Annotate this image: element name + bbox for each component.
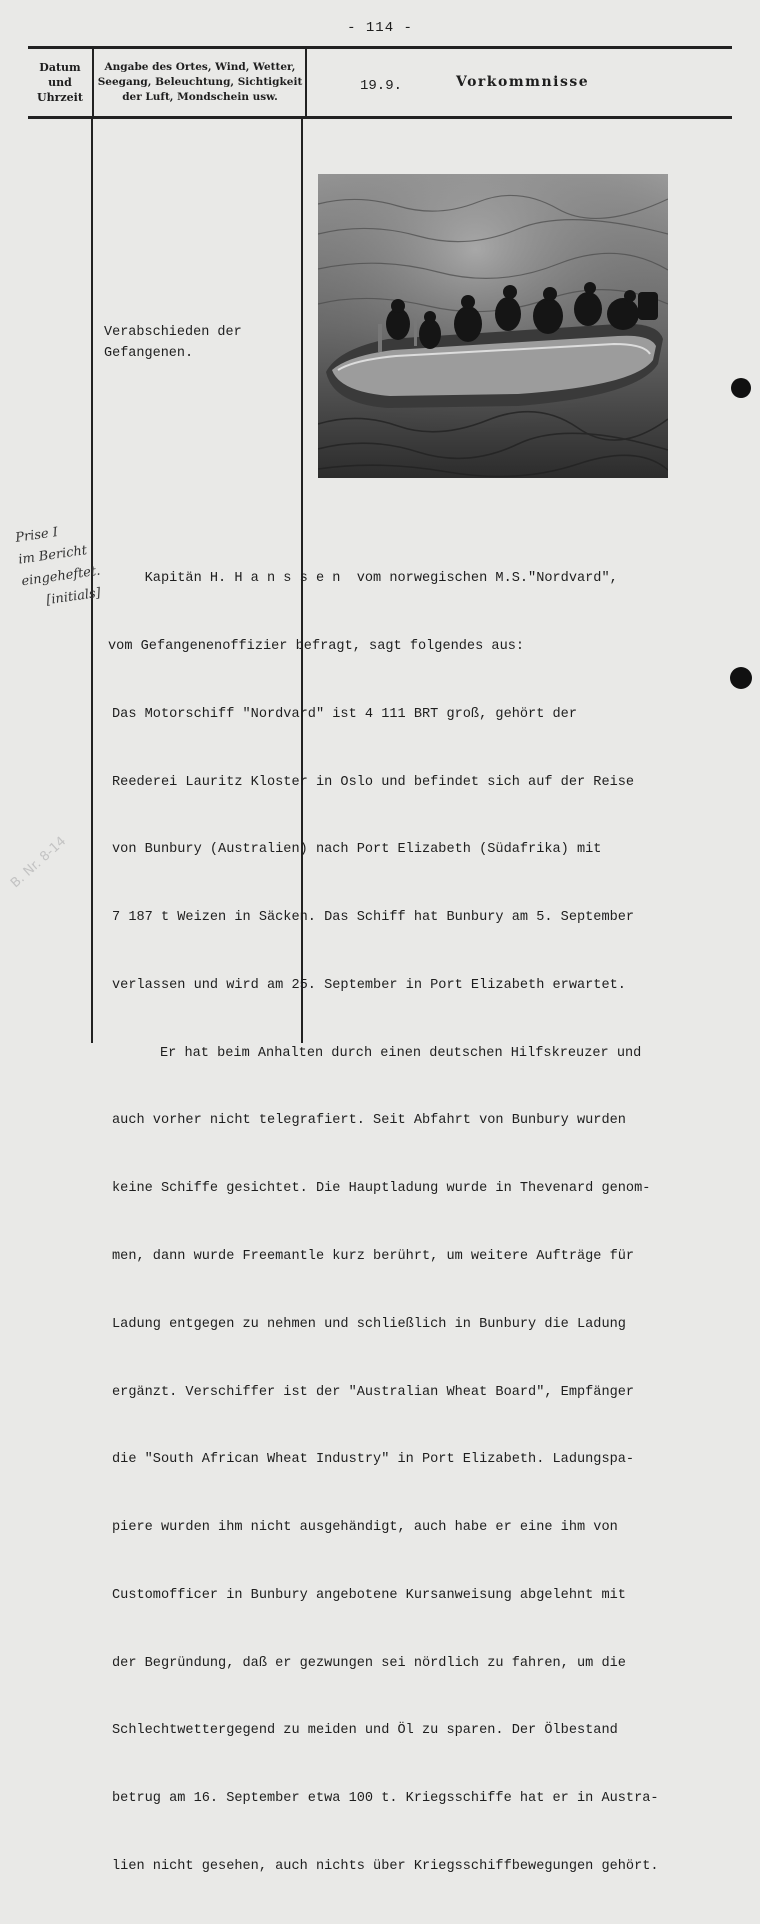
column-divider-2 [305, 48, 307, 118]
handwritten-line4: [initials] [45, 585, 102, 609]
body-line: Er hat beim Anhalten durch einen deutschen Hilfskreuzer und [160, 1045, 642, 1061]
header-ort-line1: Angabe des Ortes, Wind, Wetter, [104, 61, 296, 73]
body-line: Ladung entgegen zu nehmen und schließlich in Bunbury die Ladung [112, 1316, 626, 1332]
body-line: Schlechtwettergegend zu meiden und Öl zu sparen. Der Ölbestand [112, 1723, 618, 1739]
punch-hole-top [731, 378, 751, 398]
body-line: Das Motorschiff "Nordvard" ist 4 111 BRT groß, gehört der [112, 706, 577, 722]
lifeboat-photo [318, 174, 668, 478]
header-datum: Datum [39, 61, 81, 74]
handwritten-line2: im Bericht [17, 543, 89, 568]
page-number: - 114 - [347, 20, 413, 36]
body-line: vom Gefangenenoffizier befragt, sagt folgendes aus: [108, 638, 525, 654]
body-line: lien nicht gesehen, auch nichts über Kriegsschiffbewegungen gehört. [112, 1859, 659, 1875]
body-line: ergänzt. Verschiffer ist der "Australian Wheat Board", Empfänger [112, 1384, 635, 1400]
handwritten-line3: eingeheftet. [20, 563, 102, 590]
handwritten-note [14, 517, 105, 615]
body-line: Kapitän H. H a n s s e n vom norwegischen M.S."Nordvard", [112, 571, 618, 587]
body-line: verlassen und wird am 25. September in Port Elizabeth erwartet. [112, 977, 626, 993]
lifeboat-photo-image [318, 174, 668, 478]
report-body [108, 523, 742, 1924]
header-top-rule [28, 46, 732, 49]
faint-stamp: B. Nr. 8-14 [8, 833, 70, 892]
margin-note-line2: Gefangenen. [104, 346, 194, 361]
header-ort-line3: der Luft, Mondschein usw. [122, 91, 278, 103]
header-uhrzeit: Uhrzeit [37, 91, 83, 104]
header-date: 19.9. [360, 78, 403, 94]
header-datum-uhrzeit [28, 60, 92, 105]
header-und: und [48, 76, 72, 89]
body-line: auch vorher nicht telegrafiert. Seit Abfahrt von Bunbury wurden [112, 1113, 626, 1129]
margin-note-line1: Verabschieden der [104, 325, 242, 340]
body-line: von Bunbury (Australien) nach Port Elizabeth (Südafrika) mit [112, 842, 602, 858]
handwritten-line1: Prise I [14, 525, 59, 546]
header-bottom-rule [28, 116, 732, 119]
body-line: piere wurden ihm nicht ausgehändigt, auch habe er eine ihm von [112, 1520, 618, 1536]
column-divider-1 [92, 48, 94, 118]
body-line: Reederei Lauritz Kloster in Oslo und befindet sich auf der Reise [112, 774, 635, 790]
body-line: men, dann wurde Freemantle kurz berührt, um weitere Aufträge für [112, 1249, 635, 1264]
punch-hole-bottom [730, 667, 752, 689]
header-ort-wetter [95, 60, 305, 105]
body-line: Customofficer in Bunbury angebotene Kursanweisung abgelehnt mit [112, 1587, 626, 1603]
body-line: keine Schiffe gesichtet. Die Hauptladung wurde in Thevenard genom- [112, 1181, 651, 1197]
margin-note [104, 322, 242, 364]
body-line: 7 187 t Weizen in Säcken. Das Schiff hat Bunbury am 5. September [112, 910, 635, 926]
header-vorkommnisse: Vorkommnisse [456, 74, 590, 90]
body-line: betrug am 16. September etwa 100 t. Kriegsschiffe hat er in Austra- [112, 1791, 659, 1807]
body-line: die "South African Wheat Industry" in Port Elizabeth. Ladungspa- [112, 1452, 635, 1468]
header-ort-line2: Seegang, Beleuchtung, Sichtigkeit [97, 76, 303, 88]
body-line: der Begründung, daß er gezwungen sei nördlich zu fahren, um die [112, 1655, 626, 1671]
